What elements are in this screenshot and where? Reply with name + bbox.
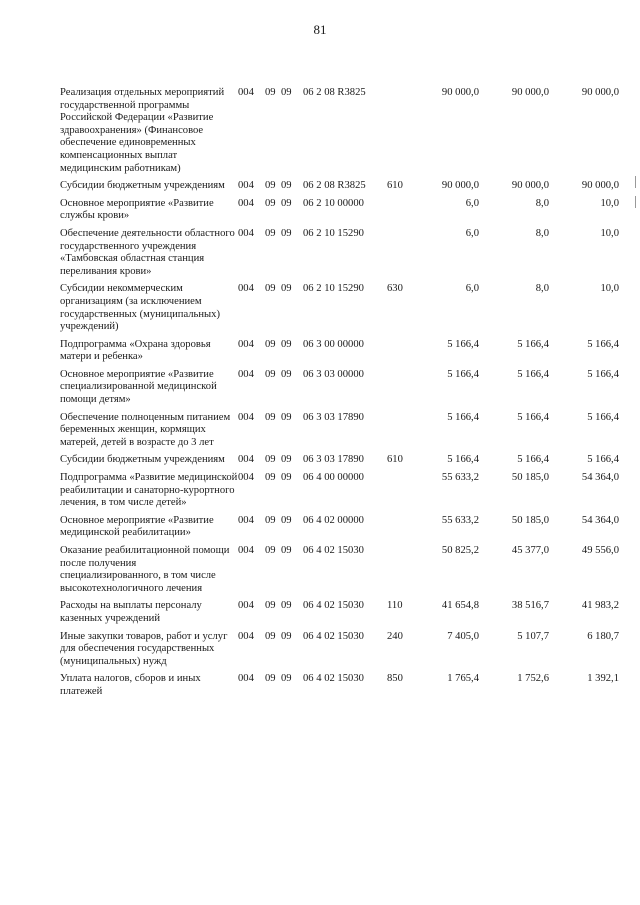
ministry-code: 004 [238, 600, 254, 612]
expense-type-code: 240 [387, 630, 403, 642]
row-name [60, 87, 238, 180]
expense-type-code [387, 198, 409, 228]
amount-year-1: 50 825,2 [441, 545, 479, 556]
table-row [60, 369, 619, 412]
ministry-code: 004 [238, 227, 254, 239]
subsection-code: 09 [281, 600, 292, 612]
row-name-text: Субсидии бюджетным учреждениям [60, 180, 225, 192]
subsection-code: 09 [281, 411, 292, 423]
amount-year-1: 6,0 [465, 197, 479, 209]
section-code: 09 [265, 197, 276, 209]
row-name [60, 600, 238, 630]
ministry-code: 004 [238, 368, 254, 380]
amount-year-3: 5 166,4 [587, 411, 619, 423]
row-name [60, 283, 238, 338]
amount-year-1: 5 166,4 [447, 338, 479, 350]
table-row [60, 339, 619, 369]
table-row [60, 600, 619, 630]
target-article-code: 06 3 03 00000 [303, 368, 364, 380]
subsection-code: 09 [281, 673, 292, 685]
subsection-code: 09 [281, 180, 292, 192]
target-article-code: 06 4 02 15030 [303, 600, 364, 612]
ministry-code: 004 [238, 545, 254, 556]
amount-year-1: 55 633,2 [441, 514, 479, 526]
amount-year-2: 50 185,0 [511, 472, 549, 484]
ministry-code: 004 [238, 283, 254, 295]
expense-type-code: 110 [387, 600, 403, 612]
subsection-code: 09 [281, 227, 292, 239]
amount-year-3: 6 180,7 [587, 630, 619, 642]
row-name [60, 228, 238, 283]
table-row [60, 228, 619, 283]
expense-type-code: 610 [387, 454, 403, 466]
amount-year-2: 1 752,6 [517, 673, 549, 685]
amount-year-2: 8,0 [535, 227, 549, 239]
section-code: 09 [265, 454, 276, 466]
amount-year-3: 10,0 [600, 283, 619, 295]
ministry-code: 004 [238, 338, 254, 350]
section-code: 09 [265, 630, 276, 642]
row-name-text: Реализация отдельных мероприятий государственной программы Российской Федерации «Развитие здравоохранения» (Финансовое обеспечение единовременных компенсационных выплат медицинским работникам) [60, 87, 225, 174]
subsection-code: 09 [281, 472, 292, 484]
ministry-code: 004 [238, 630, 254, 642]
table-row [60, 454, 619, 472]
row-name-text: Подпрограмма «Охрана здоровья матери и ребенка» [60, 338, 211, 363]
subsection-code: 09 [281, 197, 292, 209]
amount-year-2: 5 107,7 [517, 630, 549, 642]
row-name-text: Основное мероприятие «Развитие медицинской реабилитации» [60, 514, 214, 539]
row-name-text: Обеспечение деятельности областного государственного учреждения «Тамбовская областная станция переливания крови» [60, 227, 235, 277]
row-name [60, 369, 238, 412]
ministry-code: 004 [238, 514, 254, 526]
amount-year-3: 49 556,0 [581, 545, 619, 556]
row-name-text: Уплата налогов, сборов и иных платежей [60, 673, 201, 697]
page-number: 81 [313, 22, 327, 37]
row-name [60, 412, 238, 455]
table-row [60, 545, 619, 600]
section-code: 09 [265, 368, 276, 380]
section-code: 09 [265, 545, 276, 556]
subsection-code: 09 [281, 454, 292, 466]
ministry-code: 004 [238, 197, 254, 209]
margin-mark [635, 176, 636, 188]
section-code: 09 [265, 600, 276, 612]
amount-year-3: 41 983,2 [581, 600, 619, 612]
amount-year-1: 5 166,4 [447, 411, 479, 423]
row-name-text: Обеспечение полноценным питанием беременных женщин, кормящих матерей, детей в возрасте до 3 лет [60, 411, 231, 448]
target-article-code: 06 2 10 00000 [303, 197, 364, 209]
target-article-code: 06 4 02 15030 [303, 673, 364, 685]
row-name [60, 673, 238, 703]
amount-year-3: 54 364,0 [581, 514, 619, 526]
amount-year-1: 5 166,4 [447, 368, 479, 380]
expense-type-code [387, 228, 409, 283]
table-row [60, 412, 619, 455]
amount-year-1: 6,0 [465, 227, 479, 239]
row-name-text: Субсидии некоммерческим организациям (за исключением государственных (муниципальных) учреждений) [60, 283, 220, 333]
row-name [60, 454, 238, 472]
target-article-code: 06 2 08 R3825 [303, 180, 366, 192]
section-code: 09 [265, 180, 276, 192]
amount-year-2: 5 166,4 [517, 454, 549, 466]
table-row [60, 673, 619, 703]
ministry-code: 004 [238, 472, 254, 484]
target-article-code: 06 2 10 15290 [303, 227, 364, 239]
amount-year-1: 90 000,0 [441, 87, 479, 98]
amount-year-2: 90 000,0 [511, 87, 549, 98]
ministry-code: 004 [238, 411, 254, 423]
amount-year-1: 55 633,2 [441, 472, 479, 484]
section-code: 09 [265, 472, 276, 484]
row-name-text: Основное мероприятие «Развитие специализированной медицинской помощи детям» [60, 368, 217, 406]
subsection-code: 09 [281, 87, 292, 98]
expense-type-code [387, 369, 409, 412]
target-article-code: 06 2 08 R3825 [303, 87, 366, 98]
row-name-text: Иные закупки товаров, работ и услуг для обеспечения государственных (муниципальных) нужд [60, 630, 228, 667]
amount-year-2: 5 166,4 [517, 338, 549, 350]
subsection-code: 09 [281, 283, 292, 295]
row-name [60, 339, 238, 369]
target-article-code: 06 2 10 15290 [303, 283, 364, 295]
amount-year-2: 8,0 [535, 283, 549, 295]
budget-table [60, 87, 619, 704]
ministry-code: 004 [238, 180, 254, 192]
amount-year-2: 50 185,0 [511, 514, 549, 526]
amount-year-1: 41 654,8 [441, 600, 479, 612]
expense-type-code: 850 [387, 673, 403, 685]
row-name-text: Субсидии бюджетным учреждениям [60, 454, 225, 466]
section-code: 09 [265, 338, 276, 350]
margin-mark [635, 196, 636, 208]
row-name-text: Оказание реабилитационной помощи после получения специализированного, в том числе высокотехнологичного лечения [60, 545, 230, 594]
expense-type-code [387, 412, 409, 455]
amount-year-3: 1 392,1 [587, 673, 619, 685]
section-code: 09 [265, 673, 276, 685]
section-code: 09 [265, 411, 276, 423]
amount-year-3: 5 166,4 [587, 338, 619, 350]
amount-year-2: 5 166,4 [517, 411, 549, 423]
amount-year-3: 54 364,0 [581, 472, 619, 484]
ministry-code: 004 [238, 87, 254, 98]
amount-year-3: 90 000,0 [581, 180, 619, 192]
amount-year-1: 1 765,4 [447, 673, 479, 685]
amount-year-3: 10,0 [600, 227, 619, 239]
expense-type-code [387, 339, 409, 369]
amount-year-1: 6,0 [465, 283, 479, 295]
target-article-code: 06 4 00 00000 [303, 472, 364, 484]
table-row [60, 198, 619, 228]
target-article-code: 06 3 03 17890 [303, 411, 364, 423]
target-article-code: 06 4 02 15030 [303, 545, 364, 556]
subsection-code: 09 [281, 338, 292, 350]
amount-year-3: 5 166,4 [587, 454, 619, 466]
subsection-code: 09 [281, 368, 292, 380]
ministry-code: 004 [238, 673, 254, 685]
table-row [60, 631, 619, 674]
amount-year-3: 90 000,0 [581, 87, 619, 98]
row-name [60, 515, 238, 545]
expense-type-code [387, 87, 409, 180]
expense-type-code [387, 472, 409, 515]
table-row [60, 515, 619, 545]
table-row [60, 472, 619, 515]
amount-year-2: 90 000,0 [511, 180, 549, 192]
subsection-code: 09 [281, 545, 292, 556]
section-code: 09 [265, 227, 276, 239]
row-name [60, 472, 238, 515]
table-body [60, 87, 619, 704]
row-name [60, 631, 238, 674]
subsection-code: 09 [281, 514, 292, 526]
expense-type-code: 610 [387, 180, 403, 192]
amount-year-2: 8,0 [535, 197, 549, 209]
row-name-text: Подпрограмма «Развитие медицинской реабилитации и санаторно-курортного лечения, в том числе детей» [60, 472, 238, 509]
amount-year-3: 10,0 [600, 197, 619, 209]
amount-year-1: 7 405,0 [447, 630, 479, 642]
row-name [60, 198, 238, 228]
amount-year-3: 5 166,4 [587, 368, 619, 380]
target-article-code: 06 3 03 17890 [303, 454, 364, 466]
row-name-text: Расходы на выплаты персоналу казенных учреждений [60, 600, 202, 624]
amount-year-2: 5 166,4 [517, 368, 549, 380]
table-row [60, 87, 619, 180]
amount-year-2: 45 377,0 [511, 545, 549, 556]
table-row [60, 283, 619, 338]
ministry-code: 004 [238, 454, 254, 466]
expense-type-code [387, 515, 409, 545]
table-row [60, 180, 619, 198]
target-article-code: 06 4 02 15030 [303, 630, 364, 642]
row-name [60, 180, 238, 198]
expense-type-code: 630 [387, 283, 403, 295]
expense-type-code [387, 545, 409, 600]
row-name-text: Основное мероприятие «Развитие службы крови» [60, 197, 214, 222]
amount-year-2: 38 516,7 [511, 600, 549, 612]
target-article-code: 06 3 00 00000 [303, 338, 364, 350]
section-code: 09 [265, 514, 276, 526]
section-code: 09 [265, 283, 276, 295]
target-article-code: 06 4 02 00000 [303, 514, 364, 526]
subsection-code: 09 [281, 630, 292, 642]
amount-year-1: 90 000,0 [441, 180, 479, 192]
row-name [60, 545, 238, 600]
section-code: 09 [265, 87, 276, 98]
amount-year-1: 5 166,4 [447, 454, 479, 466]
